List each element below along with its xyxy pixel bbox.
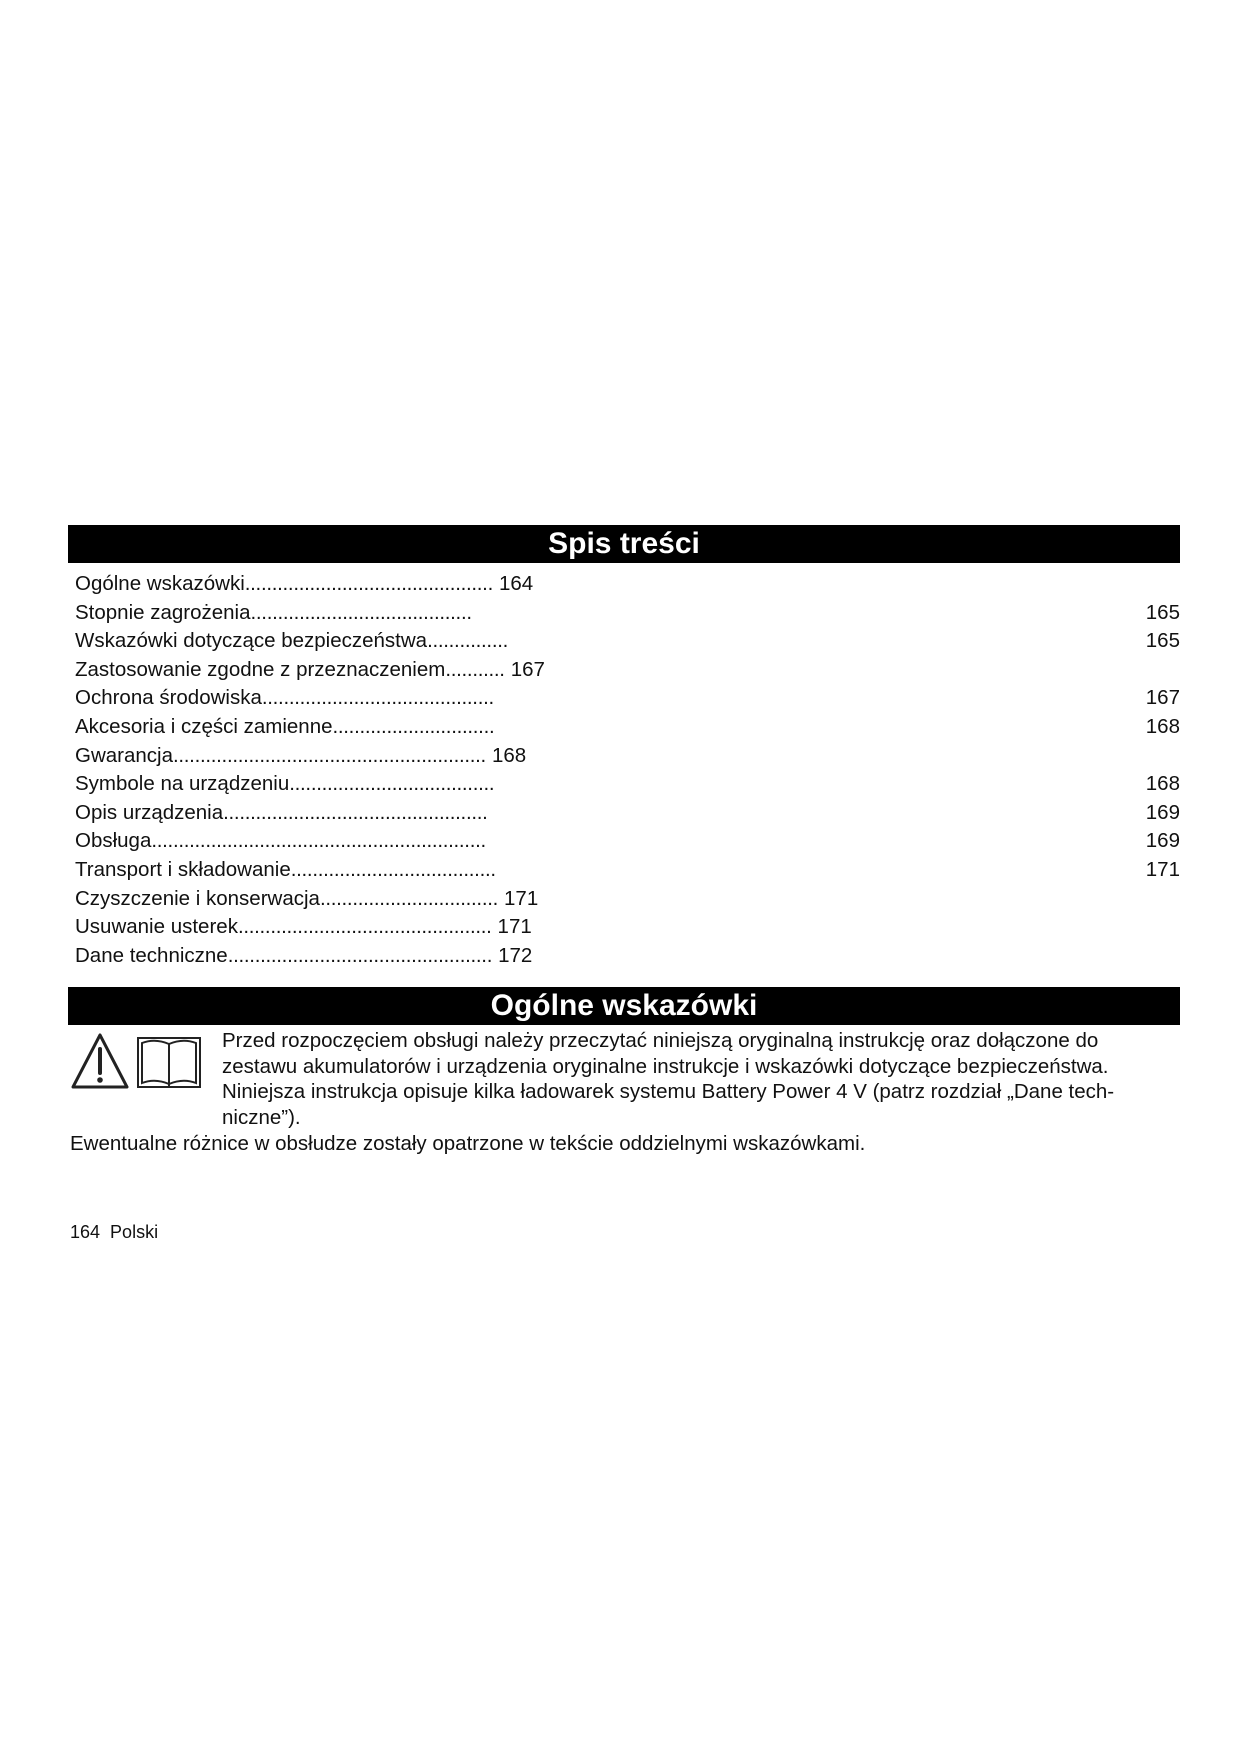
- toc-heading-bar: [68, 525, 1180, 563]
- toc-entry-title: Akcesoria i części zamienne: [75, 714, 333, 738]
- toc-entry: [75, 770, 1180, 799]
- toc-entry: [75, 713, 1180, 742]
- toc-entry-page: 164: [498, 572, 534, 595]
- warning-icons: [70, 1032, 204, 1090]
- toc-entry-page: 168: [1145, 772, 1180, 796]
- toc-entry-leader: .................................................: [227, 943, 493, 967]
- toc-entry: [75, 827, 1180, 856]
- toc-entry-leader: ...........................................: [261, 686, 494, 710]
- toc-entry-title: Ogólne wskazówki: [75, 572, 245, 595]
- toc-entry-leader: .........................................: [250, 600, 472, 624]
- toc-entry-title: Opis urządzenia: [75, 800, 224, 824]
- toc-entry-leader: .................................................: [223, 800, 488, 824]
- toc-entry-page: 168: [1145, 714, 1180, 738]
- page-number: 164: [70, 1222, 101, 1242]
- toc-entry: [75, 570, 1180, 599]
- intro-line: niczne”).: [222, 1105, 301, 1129]
- footer-language: Polski: [110, 1222, 159, 1242]
- warning-triangle-and-manual-icons: [70, 1032, 204, 1090]
- toc-entry-leader: ...............: [427, 629, 509, 653]
- toc-entry-page: 172: [498, 943, 533, 967]
- toc-entry-title: Transport i składowanie: [75, 857, 291, 881]
- toc-entry-title: Stopnie zagrożenia: [75, 600, 251, 624]
- toc-entry-leader: ..............................................................: [151, 829, 486, 853]
- intro-line: Przed rozpoczęciem obsługi należy przeczytać niniejszą oryginalną instrukcję oraz dołączone do: [222, 1029, 1099, 1052]
- intro-line: Niniejsza instrukcja opisuje kilka ładowarek systemu Battery Power 4 V (patrz rozdział „Dane tech-: [222, 1080, 1115, 1103]
- toc-entry-title: Gwarancja: [75, 743, 173, 767]
- toc-entry-leader: ...............................................: [237, 915, 492, 939]
- intro-line: zestawu akumulatorów i urządzenia oryginalne instrukcje i wskazówki dotyczące bezpieczeństwa.: [222, 1054, 1109, 1078]
- toc-entry-title: Usuwanie usterek: [75, 915, 238, 939]
- toc-entry-page: 165: [1145, 629, 1180, 653]
- toc-entry-title: Czyszczenie i konserwacja: [75, 886, 320, 910]
- toc-entry-leader: ..........................................................: [173, 743, 486, 767]
- toc-entry-leader: ......................................: [289, 772, 495, 796]
- toc-entry-page: 167: [510, 657, 545, 681]
- toc-entry-page: 169: [1145, 829, 1180, 853]
- toc-entry: [75, 684, 1180, 713]
- toc-entry-leader: ..............................: [332, 714, 495, 738]
- toc-entry: [75, 799, 1180, 828]
- toc-heading: Spis treści: [548, 527, 700, 560]
- toc-entry-page: 171: [497, 915, 532, 939]
- toc-entry-leader: ...........: [445, 657, 505, 681]
- toc-entry-page: 168: [491, 743, 527, 767]
- manual-book-icon: [138, 1038, 200, 1087]
- toc-entry-page: 165: [1145, 600, 1180, 624]
- toc-entry: [75, 742, 1180, 771]
- toc-entry-title: Zastosowanie zgodne z przeznaczeniem: [75, 657, 446, 681]
- toc-entry-title: Symbole na urządzeniu: [75, 772, 290, 796]
- toc-entry-leader: ......................................: [290, 857, 496, 881]
- warning-triangle-icon: [73, 1035, 127, 1087]
- toc-entry-title: Obsługa: [75, 829, 152, 853]
- toc-entry-page: 167: [1145, 686, 1180, 710]
- toc-entry-title: Ochrona środowiska: [75, 686, 262, 710]
- intro-paragraph: [222, 1028, 1182, 1130]
- toc-entry-page: 171: [1145, 857, 1180, 881]
- toc-entry: [75, 913, 1180, 942]
- toc-entry-leader: .................................: [319, 886, 499, 910]
- toc-entry: [75, 856, 1180, 885]
- toc-entry: [75, 627, 1180, 656]
- toc-entry: [75, 656, 1180, 685]
- toc-entry: [75, 942, 1180, 971]
- toc-entry-title: Dane techniczne: [75, 943, 228, 967]
- page-footer: [70, 1221, 168, 1243]
- toc-entry-title: Wskazówki dotyczące bezpieczeństwa: [75, 629, 428, 653]
- general-heading-bar: [68, 987, 1180, 1025]
- general-heading: Ogólne wskazówki: [490, 989, 758, 1022]
- toc-entry: [75, 599, 1180, 628]
- table-of-contents: [75, 570, 1180, 970]
- toc-entry-page: 169: [1145, 800, 1180, 824]
- toc-entry-page: 171: [504, 886, 539, 910]
- toc-entry-leader: ..............................................: [244, 572, 493, 595]
- toc-entry: [75, 885, 1180, 914]
- differences-note: Ewentualne różnice w obsłudze zostały opatrzone w tekście oddzielnymi wskazówkami.: [70, 1132, 866, 1155]
